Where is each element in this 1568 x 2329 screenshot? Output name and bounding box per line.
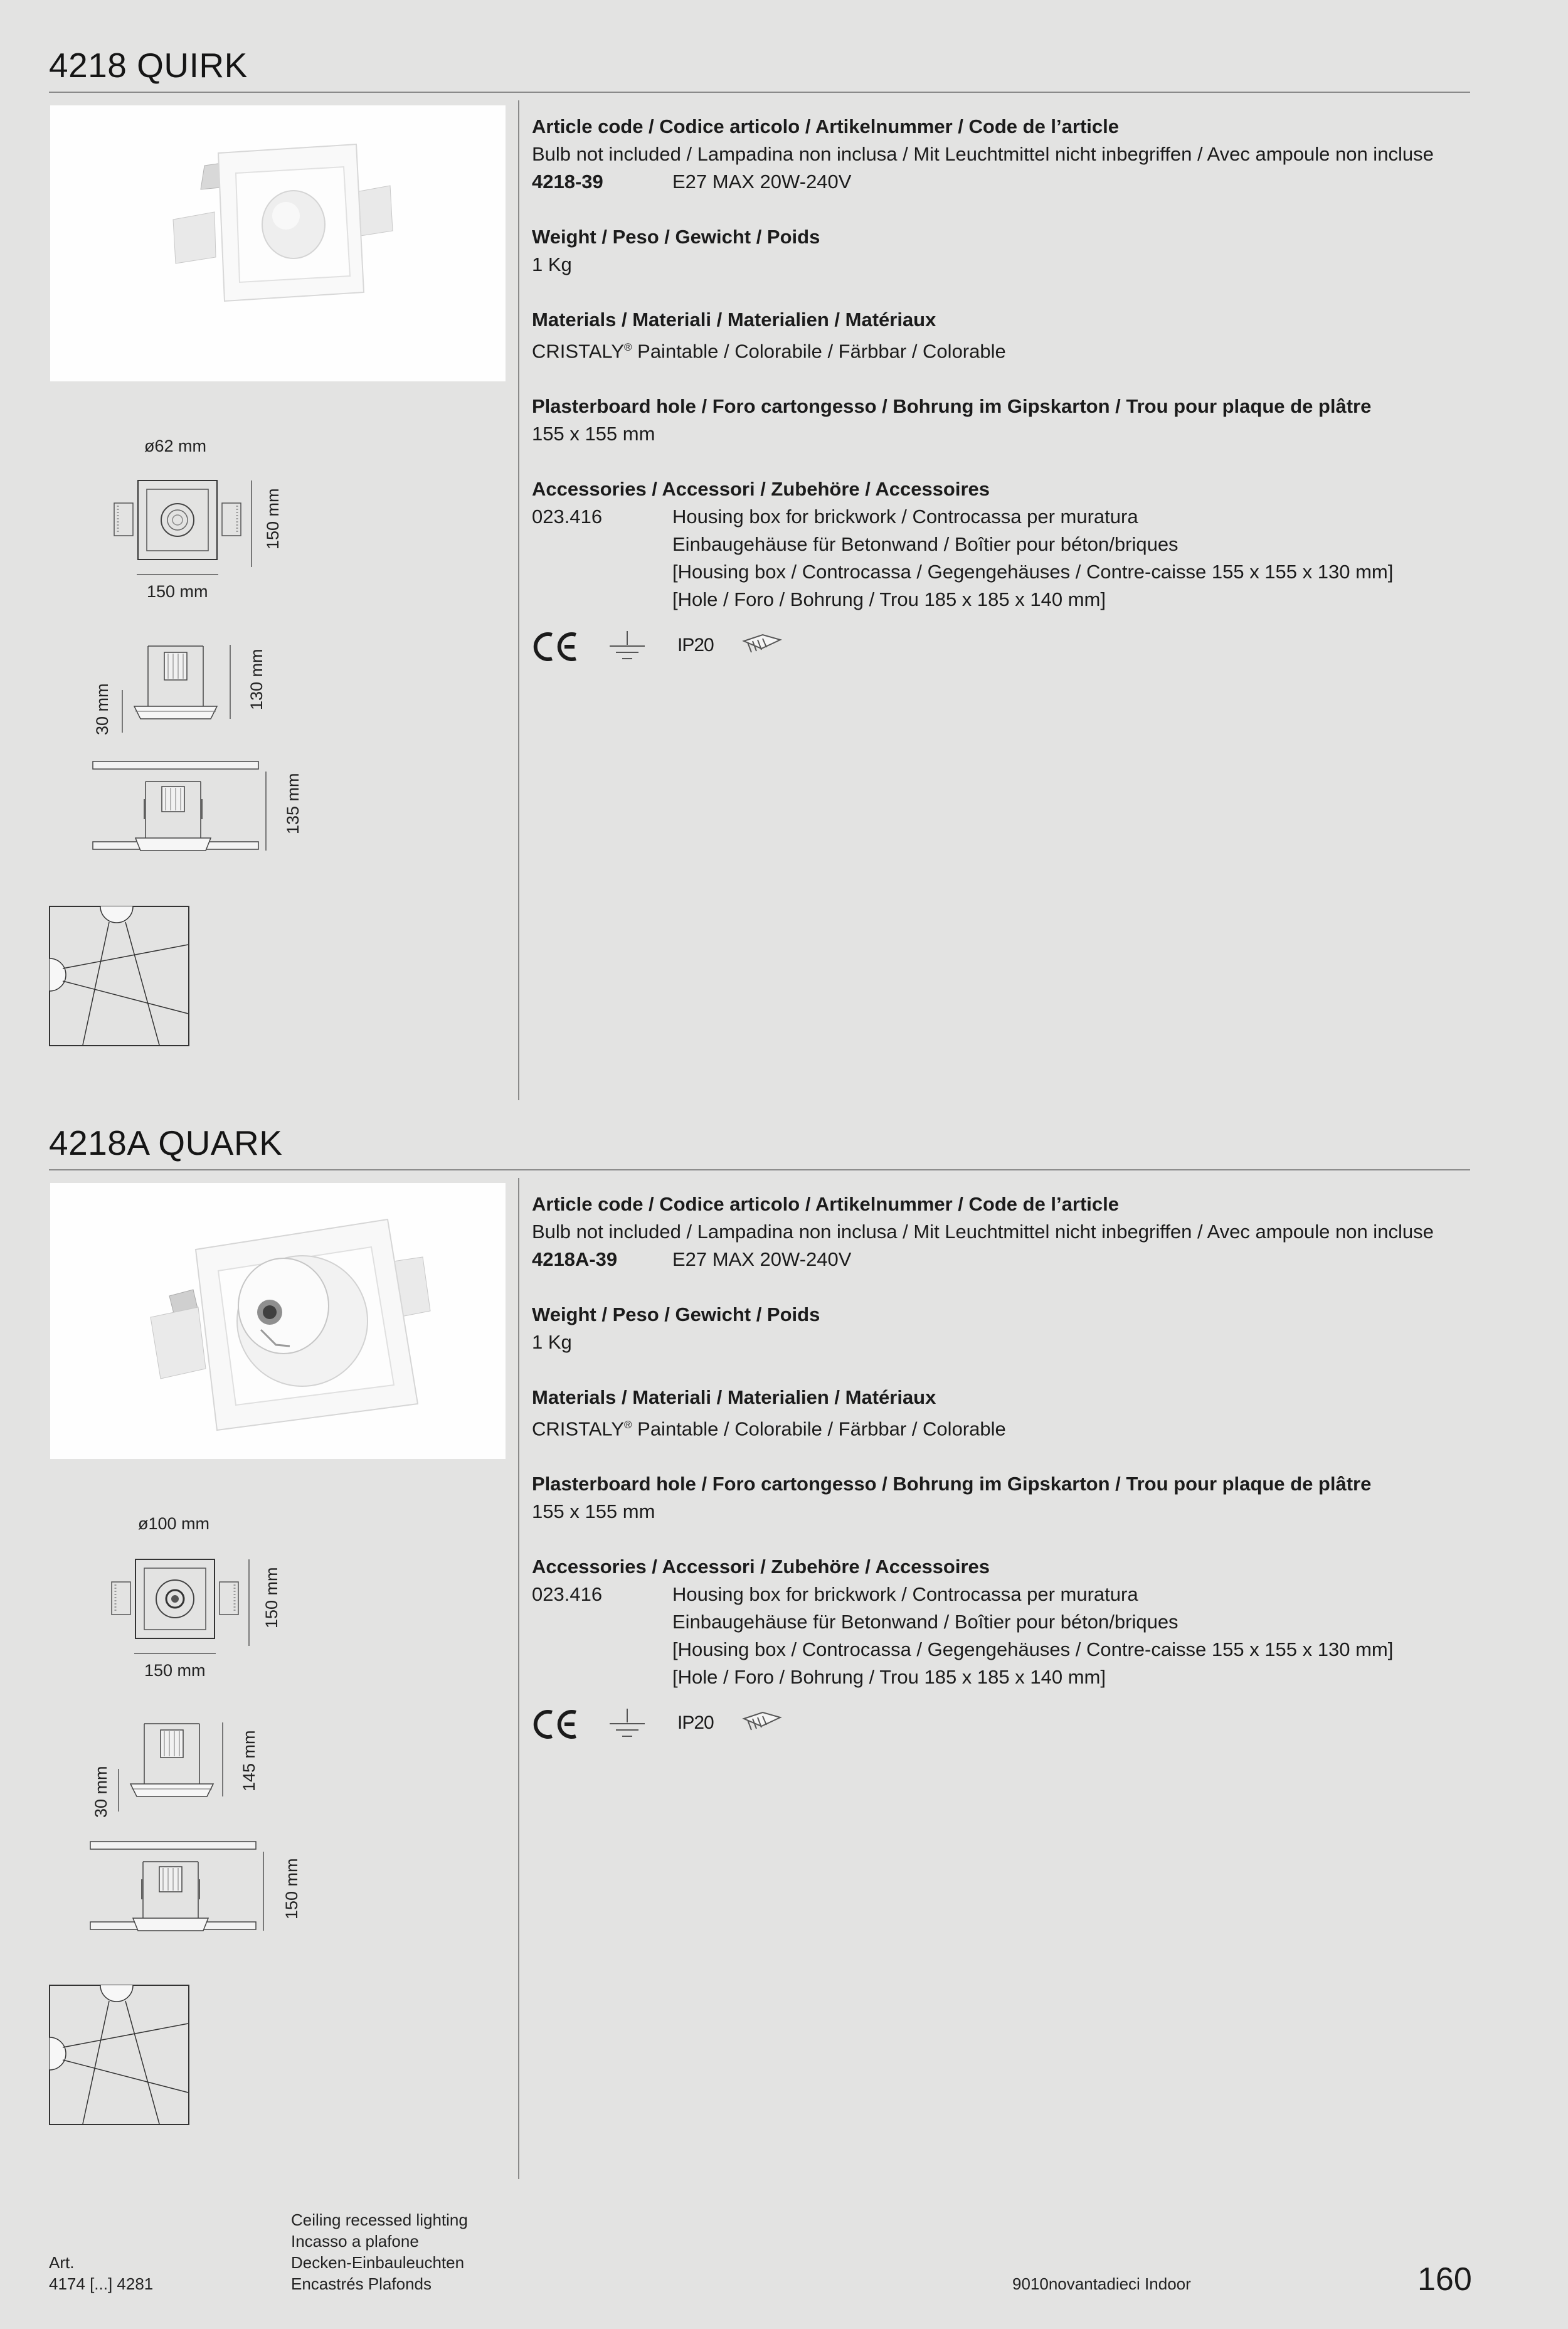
- light-beam-diagram: [49, 906, 191, 1046]
- spec-block: [532, 1191, 1460, 1691]
- width-label: 150 mm: [144, 1661, 206, 1680]
- article-row: [532, 168, 1460, 196]
- material-text: Paintable / Colorabile / Färbbar / Colorable: [632, 340, 1006, 363]
- footer-brand: 9010novantadieci Indoor: [1012, 2274, 1191, 2293]
- title-rule: [49, 1169, 1470, 1170]
- depth-b-label: 130 mm: [247, 649, 266, 710]
- material-text: Paintable / Colorabile / Färbbar / Colorable: [632, 1418, 1006, 1440]
- materials-heading: Materials / Materiali / Materialien / Matériaux: [532, 309, 936, 331]
- accessory-line: Einbaugehäuse für Betonwand / Boîtier pour béton/briques: [672, 533, 1179, 556]
- materials-value: [532, 1411, 1460, 1443]
- bulb-note: Bulb not included / Lampadina non inclusa / Mit Leuchtmittel nicht inbegriffen / Avec ampoule non incluse: [532, 143, 1434, 165]
- diameter-label: ø62 mm: [144, 437, 207, 455]
- art-range: 4174 [...] 4281: [49, 2274, 154, 2293]
- category-line: Decken-Einbauleuchten: [291, 2253, 465, 2272]
- side-view-drawing: [110, 641, 242, 729]
- column-divider: [518, 1178, 519, 2179]
- accessory-line: [Housing box / Controcassa / Gegengehäuses / Contre-caisse 155 x 155 x 130 mm]: [672, 561, 1394, 583]
- article-code-value: E27 MAX 20W-240V: [672, 1248, 852, 1270]
- accessories-heading: Accessories / Accessori / Zubehöre / Accessoires: [532, 478, 990, 501]
- depth-b-label: 145 mm: [240, 1730, 258, 1791]
- ip-rating: IP20: [677, 1712, 714, 1733]
- footer-category: [291, 2209, 468, 2295]
- accessory-line: [Hole / Foro / Bohrung / Trou 185 x 185 x 140 mm]: [672, 588, 1106, 611]
- height-label: 150 mm: [263, 488, 282, 549]
- art-label: Art.: [49, 2253, 75, 2272]
- spec-block: [532, 113, 1460, 613]
- accessory-line: Einbaugehäuse für Betonwand / Boîtier pour béton/briques: [672, 1611, 1179, 1633]
- width-label: 150 mm: [147, 582, 208, 601]
- accessory-line: [Hole / Foro / Bohrung / Trou 185 x 185 x 140 mm]: [672, 1666, 1106, 1689]
- accessory-row: [532, 503, 1460, 613]
- depth-c-label: 135 mm: [283, 773, 302, 834]
- bulb-note: Bulb not included / Lampadina non inclusa / Mit Leuchtmittel nicht inbegriffen / Avec ampoule non incluse: [532, 1221, 1434, 1243]
- depth-dim-line-a: [115, 1769, 122, 1813]
- article-code: 4218A-39: [532, 1248, 618, 1270]
- product-photo: [50, 105, 506, 381]
- registered-mark: ®: [624, 341, 632, 353]
- accessory-line: [Housing box / Controcassa / Gegengehäuses / Contre-caisse 155 x 155 x 130 mm]: [672, 1638, 1394, 1661]
- accessory-code: 023.416: [532, 506, 603, 528]
- article-row: [532, 1246, 1460, 1273]
- installation-drawing: [89, 1837, 271, 1937]
- depth-dim-line-b: [220, 1722, 226, 1798]
- title-rule: [49, 92, 1470, 93]
- side-view-drawing: [107, 1719, 238, 1806]
- fire-rating-icon: [744, 635, 780, 652]
- depth-a-label: 30 mm: [92, 1766, 110, 1818]
- article-heading: Article code / Codice articolo / Artikelnummer / Code de l’article: [532, 115, 1119, 137]
- product-title: 4218A QUARK: [49, 1123, 283, 1162]
- article-code: 4218-39: [532, 171, 603, 193]
- fire-rating-icon: [744, 1712, 780, 1730]
- material-brand: CRISTALY: [532, 1418, 624, 1440]
- article-heading: Article code / Codice articolo / Artikelnummer / Code de l’article: [532, 1193, 1119, 1215]
- column-divider: [518, 100, 519, 1100]
- accessory-row: [532, 1581, 1460, 1691]
- product-photo: [50, 1183, 506, 1459]
- hole-value: 155 x 155 mm: [532, 1500, 655, 1523]
- weight-value: 1 Kg: [532, 253, 572, 275]
- hole-heading: Plasterboard hole / Foro cartongesso / Bohrung im Gipskarton / Trou pour plaque de plâtre: [532, 1473, 1372, 1495]
- weight-heading: Weight / Peso / Gewicht / Poids: [532, 1303, 820, 1325]
- installation-drawing: [92, 756, 273, 857]
- product-title: 4218 QUIRK: [49, 46, 248, 85]
- accessory-code: 023.416: [532, 1583, 603, 1606]
- weight-heading: Weight / Peso / Gewicht / Poids: [532, 226, 820, 248]
- height-label: 150 mm: [262, 1567, 281, 1628]
- ip-rating: IP20: [677, 635, 714, 655]
- top-view-drawing: [107, 464, 245, 590]
- certification-icons: [531, 627, 794, 665]
- ground-symbol-icon: [610, 1709, 645, 1736]
- certification-icons: [531, 1705, 794, 1743]
- article-code-value: E27 MAX 20W-240V: [672, 171, 852, 193]
- hole-value: 155 x 155 mm: [532, 423, 655, 445]
- footer-art: [49, 2252, 153, 2295]
- weight-value: 1 Kg: [532, 1331, 572, 1353]
- depth-dim-line-b: [227, 645, 233, 720]
- ground-symbol-icon: [610, 631, 645, 659]
- material-brand: CRISTALY: [532, 340, 624, 363]
- depth-dim-line-a: [119, 690, 125, 734]
- registered-mark: ®: [624, 1419, 632, 1431]
- page-number: 160: [1417, 2261, 1472, 2298]
- accessory-line: Housing box for brickwork / Controcassa per muratura: [672, 1583, 1138, 1606]
- diameter-label: ø100 mm: [138, 1514, 210, 1533]
- height-dim-line: [248, 477, 255, 571]
- top-view-drawing: [104, 1543, 242, 1668]
- accessory-line: Housing box for brickwork / Controcassa per muratura: [672, 506, 1138, 528]
- category-line: Encastrés Plafonds: [291, 2274, 432, 2293]
- depth-a-label: 30 mm: [93, 683, 112, 735]
- materials-value: [532, 334, 1460, 365]
- depth-c-label: 150 mm: [282, 1858, 301, 1919]
- height-dim-line: [246, 1556, 252, 1650]
- light-beam-diagram: [49, 1985, 191, 2125]
- materials-heading: Materials / Materiali / Materialien / Matériaux: [532, 1386, 936, 1408]
- category-line: Ceiling recessed lighting: [291, 2210, 468, 2229]
- ce-mark-icon: [536, 634, 576, 659]
- hole-heading: Plasterboard hole / Foro cartongesso / Bohrung im Gipskarton / Trou pour plaque de plâtre: [532, 395, 1372, 418]
- ce-mark-icon: [536, 1712, 576, 1737]
- category-line: Incasso a plafone: [291, 2232, 419, 2251]
- accessories-heading: Accessories / Accessori / Zubehöre / Accessoires: [532, 1556, 990, 1578]
